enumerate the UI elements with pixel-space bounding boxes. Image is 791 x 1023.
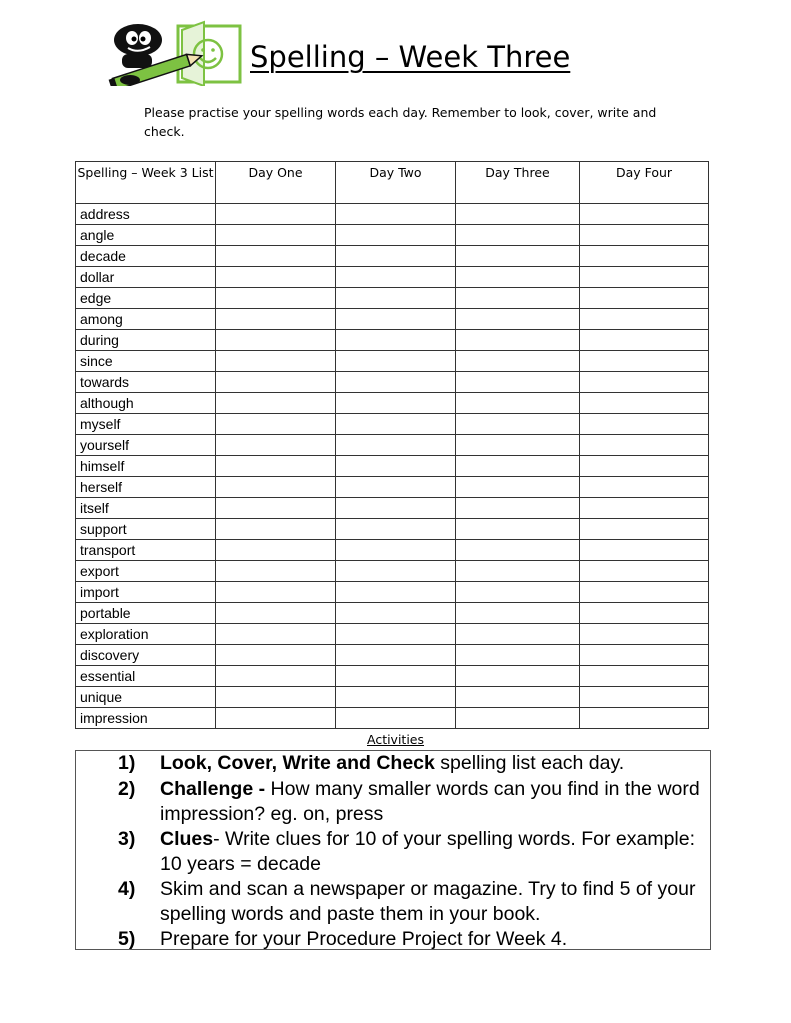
practice-cell-day-1[interactable] — [216, 351, 336, 372]
table-row — [76, 288, 709, 309]
practice-cell-day-1[interactable] — [216, 330, 336, 351]
spelling-word: transport — [76, 540, 216, 561]
practice-cell-day-3[interactable] — [456, 561, 580, 582]
spelling-word: dollar — [76, 267, 216, 288]
activity-body-text: - Write clues for 10 of your spelling words. For example: 10 years = decade — [160, 828, 696, 875]
practice-cell-day-4[interactable] — [580, 582, 709, 603]
practice-cell-day-2[interactable] — [336, 309, 456, 330]
practice-cell-day-4[interactable] — [580, 603, 709, 624]
practice-cell-day-3[interactable] — [456, 603, 580, 624]
spelling-word: since — [76, 351, 216, 372]
spelling-word: yourself — [76, 435, 216, 456]
practice-cell-day-1[interactable] — [216, 519, 336, 540]
practice-cell-day-3[interactable] — [456, 225, 580, 246]
spelling-word: discovery — [76, 645, 216, 666]
practice-cell-day-3[interactable] — [456, 393, 580, 414]
spelling-word: itself — [76, 498, 216, 519]
spelling-word: exploration — [76, 624, 216, 645]
practice-cell-day-1[interactable] — [216, 435, 336, 456]
table-row — [76, 540, 709, 561]
practice-cell-day-4[interactable] — [580, 330, 709, 351]
activity-number: 2) — [118, 778, 136, 800]
practice-cell-day-1[interactable] — [216, 687, 336, 708]
spelling-word: among — [76, 309, 216, 330]
table-row — [76, 204, 709, 225]
practice-cell-day-4[interactable] — [580, 267, 709, 288]
practice-cell-day-1[interactable] — [216, 582, 336, 603]
practice-cell-day-3[interactable] — [456, 414, 580, 435]
table-row — [76, 267, 709, 288]
practice-cell-day-3[interactable] — [456, 204, 580, 225]
table-row — [76, 582, 709, 603]
table-row — [76, 519, 709, 540]
practice-cell-day-1[interactable] — [216, 456, 336, 477]
activity-body-text: spelling list each day. — [434, 752, 625, 774]
practice-cell-day-3[interactable] — [456, 456, 580, 477]
table-body — [76, 204, 709, 729]
cartoon-pencil-logo-icon — [108, 20, 248, 86]
practice-cell-day-1[interactable] — [216, 666, 336, 687]
practice-cell-day-2[interactable] — [336, 330, 456, 351]
table-row — [76, 561, 709, 582]
table-row — [76, 393, 709, 414]
spelling-word: essential — [76, 666, 216, 687]
table-row — [76, 645, 709, 666]
activity-text — [160, 877, 705, 927]
instructions-text: Please practise your spelling words each day. Remember to look, cover, write and check. — [144, 105, 657, 139]
header-day-two: Day Two — [336, 162, 456, 204]
spelling-word: impression — [76, 708, 216, 729]
table-row — [76, 351, 709, 372]
spelling-word: although — [76, 393, 216, 414]
practice-cell-day-3[interactable] — [456, 687, 580, 708]
practice-cell-day-2[interactable] — [336, 561, 456, 582]
spelling-word: towards — [76, 372, 216, 393]
practice-cell-day-3[interactable] — [456, 351, 580, 372]
practice-cell-day-1[interactable] — [216, 414, 336, 435]
activity-text — [160, 827, 705, 877]
practice-cell-day-2[interactable] — [336, 435, 456, 456]
table-row — [76, 666, 709, 687]
practice-cell-day-2[interactable] — [336, 603, 456, 624]
practice-cell-day-4[interactable] — [580, 645, 709, 666]
activity-bold-text: Look, Cover, Write and Check — [160, 752, 435, 774]
practice-cell-day-4[interactable] — [580, 246, 709, 267]
practice-cell-day-1[interactable] — [216, 624, 336, 645]
activity-number: 3) — [118, 828, 136, 850]
practice-cell-day-2[interactable] — [336, 288, 456, 309]
header-day-one: Day One — [216, 162, 336, 204]
practice-cell-day-4[interactable] — [580, 624, 709, 645]
table-row — [76, 330, 709, 351]
practice-cell-day-4[interactable] — [580, 372, 709, 393]
table-row — [76, 498, 709, 519]
practice-cell-day-3[interactable] — [456, 498, 580, 519]
practice-cell-day-2[interactable] — [336, 225, 456, 246]
table-row — [76, 309, 709, 330]
practice-cell-day-3[interactable] — [456, 288, 580, 309]
practice-cell-day-4[interactable] — [580, 708, 709, 729]
practice-cell-day-4[interactable] — [580, 561, 709, 582]
practice-cell-day-3[interactable] — [456, 624, 580, 645]
spelling-word: address — [76, 204, 216, 225]
spelling-word: edge — [76, 288, 216, 309]
practice-cell-day-3[interactable] — [456, 708, 580, 729]
activities-box — [75, 750, 711, 950]
header-day-four: Day Four — [580, 162, 709, 204]
practice-cell-day-3[interactable] — [456, 477, 580, 498]
spelling-table — [75, 161, 709, 729]
practice-cell-day-2[interactable] — [336, 267, 456, 288]
activity-number: 4) — [118, 878, 136, 900]
table-header-row — [76, 162, 709, 204]
table-row — [76, 435, 709, 456]
spelling-word: during — [76, 330, 216, 351]
activity-text — [160, 751, 705, 776]
practice-cell-day-2[interactable] — [336, 456, 456, 477]
practice-cell-day-2[interactable] — [336, 687, 456, 708]
practice-cell-day-3[interactable] — [456, 372, 580, 393]
practice-cell-day-2[interactable] — [336, 708, 456, 729]
practice-cell-day-1[interactable] — [216, 246, 336, 267]
practice-cell-day-3[interactable] — [456, 540, 580, 561]
activity-number: 1) — [118, 752, 136, 774]
practice-cell-day-4[interactable] — [580, 414, 709, 435]
practice-cell-day-2[interactable] — [336, 540, 456, 561]
table-row — [76, 414, 709, 435]
practice-cell-day-4[interactable] — [580, 540, 709, 561]
practice-cell-day-1[interactable] — [216, 372, 336, 393]
practice-cell-day-1[interactable] — [216, 309, 336, 330]
practice-cell-day-2[interactable] — [336, 393, 456, 414]
practice-cell-day-2[interactable] — [336, 624, 456, 645]
practice-cell-day-3[interactable] — [456, 666, 580, 687]
practice-cell-day-3[interactable] — [456, 330, 580, 351]
spelling-word: himself — [76, 456, 216, 477]
practice-cell-day-1[interactable] — [216, 708, 336, 729]
activity-body-text: Prepare for your Procedure Project for Week 4. — [160, 928, 568, 950]
practice-cell-day-2[interactable] — [336, 414, 456, 435]
table-row — [76, 603, 709, 624]
activity-text — [160, 777, 705, 827]
practice-cell-day-3[interactable] — [456, 519, 580, 540]
header-day-three: Day Three — [456, 162, 580, 204]
spelling-word: support — [76, 519, 216, 540]
table-row — [76, 624, 709, 645]
practice-cell-day-1[interactable] — [216, 204, 336, 225]
practice-cell-day-3[interactable] — [456, 645, 580, 666]
practice-cell-day-4[interactable] — [580, 204, 709, 225]
practice-cell-day-4[interactable] — [580, 666, 709, 687]
practice-cell-day-1[interactable] — [216, 498, 336, 519]
table-row — [76, 687, 709, 708]
activity-body-text: How many smaller words can you find in the word impression? eg. on, press — [160, 778, 700, 825]
practice-cell-day-2[interactable] — [336, 477, 456, 498]
table-row — [76, 225, 709, 246]
practice-cell-day-1[interactable] — [216, 645, 336, 666]
spelling-word: portable — [76, 603, 216, 624]
page-title: Spelling – Week Three — [250, 40, 571, 74]
practice-cell-day-3[interactable] — [456, 246, 580, 267]
practice-cell-day-1[interactable] — [216, 477, 336, 498]
practice-cell-day-1[interactable] — [216, 540, 336, 561]
spelling-word: decade — [76, 246, 216, 267]
practice-cell-day-3[interactable] — [456, 309, 580, 330]
practice-cell-day-4[interactable] — [580, 309, 709, 330]
table-row — [76, 708, 709, 729]
header-list: Spelling – Week 3 List — [76, 162, 216, 204]
practice-cell-day-4[interactable] — [580, 351, 709, 372]
practice-cell-day-4[interactable] — [580, 519, 709, 540]
activity-body-text: Skim and scan a newspaper or magazine. Try to find 5 of your spelling words and paste them in your book. — [160, 878, 696, 925]
practice-cell-day-4[interactable] — [580, 393, 709, 414]
practice-cell-day-1[interactable] — [216, 393, 336, 414]
spelling-word: angle — [76, 225, 216, 246]
practice-cell-day-2[interactable] — [336, 582, 456, 603]
practice-cell-day-2[interactable] — [336, 666, 456, 687]
practice-cell-day-2[interactable] — [336, 519, 456, 540]
activity-number: 5) — [118, 928, 136, 950]
practice-cell-day-1[interactable] — [216, 561, 336, 582]
practice-cell-day-4[interactable] — [580, 687, 709, 708]
practice-cell-day-1[interactable] — [216, 225, 336, 246]
practice-cell-day-4[interactable] — [580, 435, 709, 456]
activity-bold-text: Challenge - — [160, 778, 266, 800]
activity-text — [160, 927, 705, 952]
practice-cell-day-1[interactable] — [216, 603, 336, 624]
practice-cell-day-2[interactable] — [336, 645, 456, 666]
practice-cell-day-3[interactable] — [456, 435, 580, 456]
practice-cell-day-3[interactable] — [456, 267, 580, 288]
spelling-word: herself — [76, 477, 216, 498]
practice-cell-day-1[interactable] — [216, 288, 336, 309]
practice-cell-day-4[interactable] — [580, 225, 709, 246]
activity-bold-text: Clues — [160, 828, 214, 850]
practice-cell-day-4[interactable] — [580, 456, 709, 477]
practice-cell-day-2[interactable] — [336, 372, 456, 393]
practice-cell-day-2[interactable] — [336, 351, 456, 372]
spelling-word: import — [76, 582, 216, 603]
activities-heading: Activities — [366, 732, 425, 747]
practice-cell-day-4[interactable] — [580, 477, 709, 498]
practice-cell-day-2[interactable] — [336, 246, 456, 267]
table-row — [76, 477, 709, 498]
spelling-word: export — [76, 561, 216, 582]
table-row — [76, 456, 709, 477]
table-row — [76, 246, 709, 267]
spelling-word: unique — [76, 687, 216, 708]
practice-cell-day-2[interactable] — [336, 498, 456, 519]
practice-cell-day-3[interactable] — [456, 582, 580, 603]
practice-cell-day-4[interactable] — [580, 288, 709, 309]
practice-cell-day-2[interactable] — [336, 204, 456, 225]
spelling-word: myself — [76, 414, 216, 435]
practice-cell-day-4[interactable] — [580, 498, 709, 519]
practice-cell-day-1[interactable] — [216, 267, 336, 288]
table-row — [76, 372, 709, 393]
